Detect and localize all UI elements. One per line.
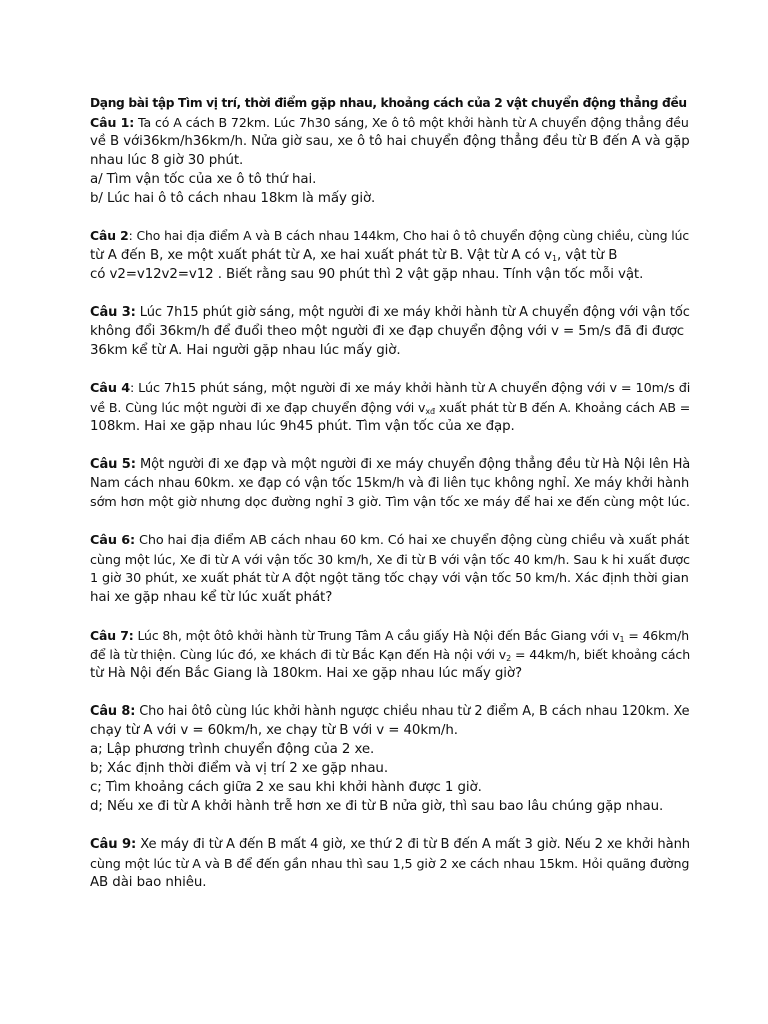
question-line: c; Tìm khoảng cách giữa 2 xe sau khi khởi hành được 1 giờ. <box>90 780 482 795</box>
question-line: Câu 8: Cho hai ôtô cùng lúc khởi hành ngược chiều nhau từ 2 điểm A, B cách nhau 120km. Xe <box>90 704 690 719</box>
question-line: 1 giờ 30 phút, xe xuất phát từ A đột ngột tăng tốc chạy với vận tốc 50 km/h. Xác định thời gian <box>90 571 689 586</box>
question-line: về B. Cùng lúc một người đi xe đạp chuyển động với $v_{xđ}$ xuất phát từ B đến A. Khoảng cách AB = <box>90 400 691 416</box>
question-label: Câu 6: <box>90 533 136 548</box>
question-label: Câu 8: <box>90 704 136 719</box>
question-3 <box>90 303 690 360</box>
question-4 <box>90 379 690 436</box>
question-line: cùng một lúc từ A và B để đến gần nhau thì sau 1,5 giờ 2 xe cách nhau 15km. Hỏi quãng đường <box>90 856 690 871</box>
question-5 <box>90 455 690 512</box>
question-line: từ Hà Nội đến Bắc Giang là 180km. Hai xe gặp nhau lúc mấy giờ? <box>90 666 523 681</box>
subscript: 1 <box>619 635 625 644</box>
question-label: Câu 1: <box>90 115 135 130</box>
question-line: Nam cách nhau 60km. xe đạp có vận tốc 15km/h và đi liên tục không nghỉ. Xe máy khởi hành <box>90 476 690 491</box>
question-line: Câu 7: Lúc 8h, một ôtô khởi hành từ Trung Tâm A cầu giấy Hà Nội đến Bắc Giang với $v_1 = 46km/h$ <box>90 628 689 644</box>
subscript: 1 <box>551 254 557 263</box>
question-line: để là từ thiện. Cùng lúc đó, xe khách đi từ Bắc Kạn đến Hà nội với $v_2 = 44km/h$, biết khoảng cách <box>90 647 691 663</box>
question-6 <box>90 531 690 607</box>
question-line: Câu 2: Cho hai địa điểm A và B cách nhau 144km, Cho hai ô tô chuyển động cùng chiều, cùng lúc <box>90 229 690 243</box>
question-line: b; Xác định thời điểm và vị trí 2 xe gặp nhau. <box>90 761 388 776</box>
question-7 <box>90 626 690 683</box>
question-line: cùng một lúc, Xe đi từ A với vận tốc 30 km/h, Xe đi từ B với vận tốc 40 km/h. Sau k hi xuất được <box>90 552 690 567</box>
question-line: Câu 5: Một người đi xe đạp và một người đi xe máy chuyển động thẳng đều từ Hà Nội lên Hà <box>90 457 691 472</box>
question-label: Câu 9: <box>90 837 137 852</box>
question-label: Câu 3: <box>90 305 136 320</box>
question-line: Câu 9: Xe máy đi từ A đến B mất 4 giờ, xe thứ 2 đi từ B đến A mất 3 giờ. Nếu 2 xe khởi hành <box>90 837 690 852</box>
question-line: a; Lập phương trình chuyển động của 2 xe. <box>90 742 375 757</box>
question-line: Câu 3: Lúc 7h15 phút giờ sáng, một người đi xe máy khởi hành từ A chuyển động với vận tốc <box>90 305 690 320</box>
question-line: sớm hơn một giờ nhưng dọc đường nghỉ 3 giờ. Tìm vận tốc xe máy để hai xe đến cùng một lúc. <box>90 495 691 510</box>
question-9 <box>90 835 690 892</box>
question-8 <box>90 702 690 816</box>
question-line: Câu 4: Lúc 7h15 phút sáng, một người đi xe máy khởi hành từ A chuyển động với v = 10m/s đi <box>90 381 691 396</box>
question-label: Câu 5: <box>90 457 136 472</box>
question-line: có v2=v12v2=v12 . Biết rằng sau 90 phút thì 2 vật gặp nhau. Tính vận tốc mỗi vật. <box>90 267 644 282</box>
question-label: Câu 2 <box>90 229 129 243</box>
subscript: xđ <box>425 407 435 416</box>
document-page <box>90 94 690 911</box>
question-line: b/ Lúc hai ô tô cách nhau 18km là mấy giờ. <box>90 191 376 206</box>
question-line: 36km kể từ A. Hai người gặp nhau lúc mấy giờ. <box>90 343 401 358</box>
question-line: hai xe gặp nhau kể từ lúc xuất phát? <box>90 590 333 605</box>
question-line: chạy từ A với v = 60km/h, xe chạy từ B với v = 40km/h. <box>90 723 458 738</box>
subscript: 2 <box>506 654 512 663</box>
question-line: về B với36km/h36km/h. Nửa giờ sau, xe ô tô hai chuyển động thẳng đều từ B đến A và gặp <box>90 134 690 149</box>
question-line: a/ Tìm vận tốc của xe ô tô thứ hai. <box>90 172 317 187</box>
question-2 <box>90 227 690 284</box>
question-line: Câu 1: Ta có A cách B 72km. Lúc 7h30 sáng, Xe ô tô một khởi hành từ A chuyển động thẳng đều <box>90 115 689 130</box>
question-line: từ A đến B, xe một xuất phát từ A, xe hai xuất phát từ B. Vật từ A có $v_1$, vật từ B <box>90 248 618 263</box>
question-line: d; Nếu xe đi từ A khởi hành trễ hơn xe đi từ B nửa giờ, thì sau bao lâu chúng gặp nhau. <box>90 799 664 814</box>
question-line: nhau lúc 8 giờ 30 phút. <box>90 153 244 168</box>
question-line: AB dài bao nhiêu. <box>90 875 207 890</box>
question-line: Câu 6: Cho hai địa điểm AB cách nhau 60 km. Có hai xe chuyển động cùng chiều và xuất phát <box>90 533 690 548</box>
question-line: 108km. Hai xe gặp nhau lúc 9h45 phút. Tìm vận tốc của xe đạp. <box>90 419 515 434</box>
question-label: Câu 4 <box>90 381 130 396</box>
document-title: Dạng bài tập Tìm vị trí, thời điểm gặp nhau, khoảng cách của 2 vật chuyển động thẳng đều <box>90 96 687 110</box>
question-label: Câu 7: <box>90 628 134 643</box>
question-line: không đổi 36km/h để đuổi theo một người đi xe đạp chuyển động với v = 5m/s đã đi được <box>90 324 685 339</box>
question-1 <box>90 113 690 208</box>
